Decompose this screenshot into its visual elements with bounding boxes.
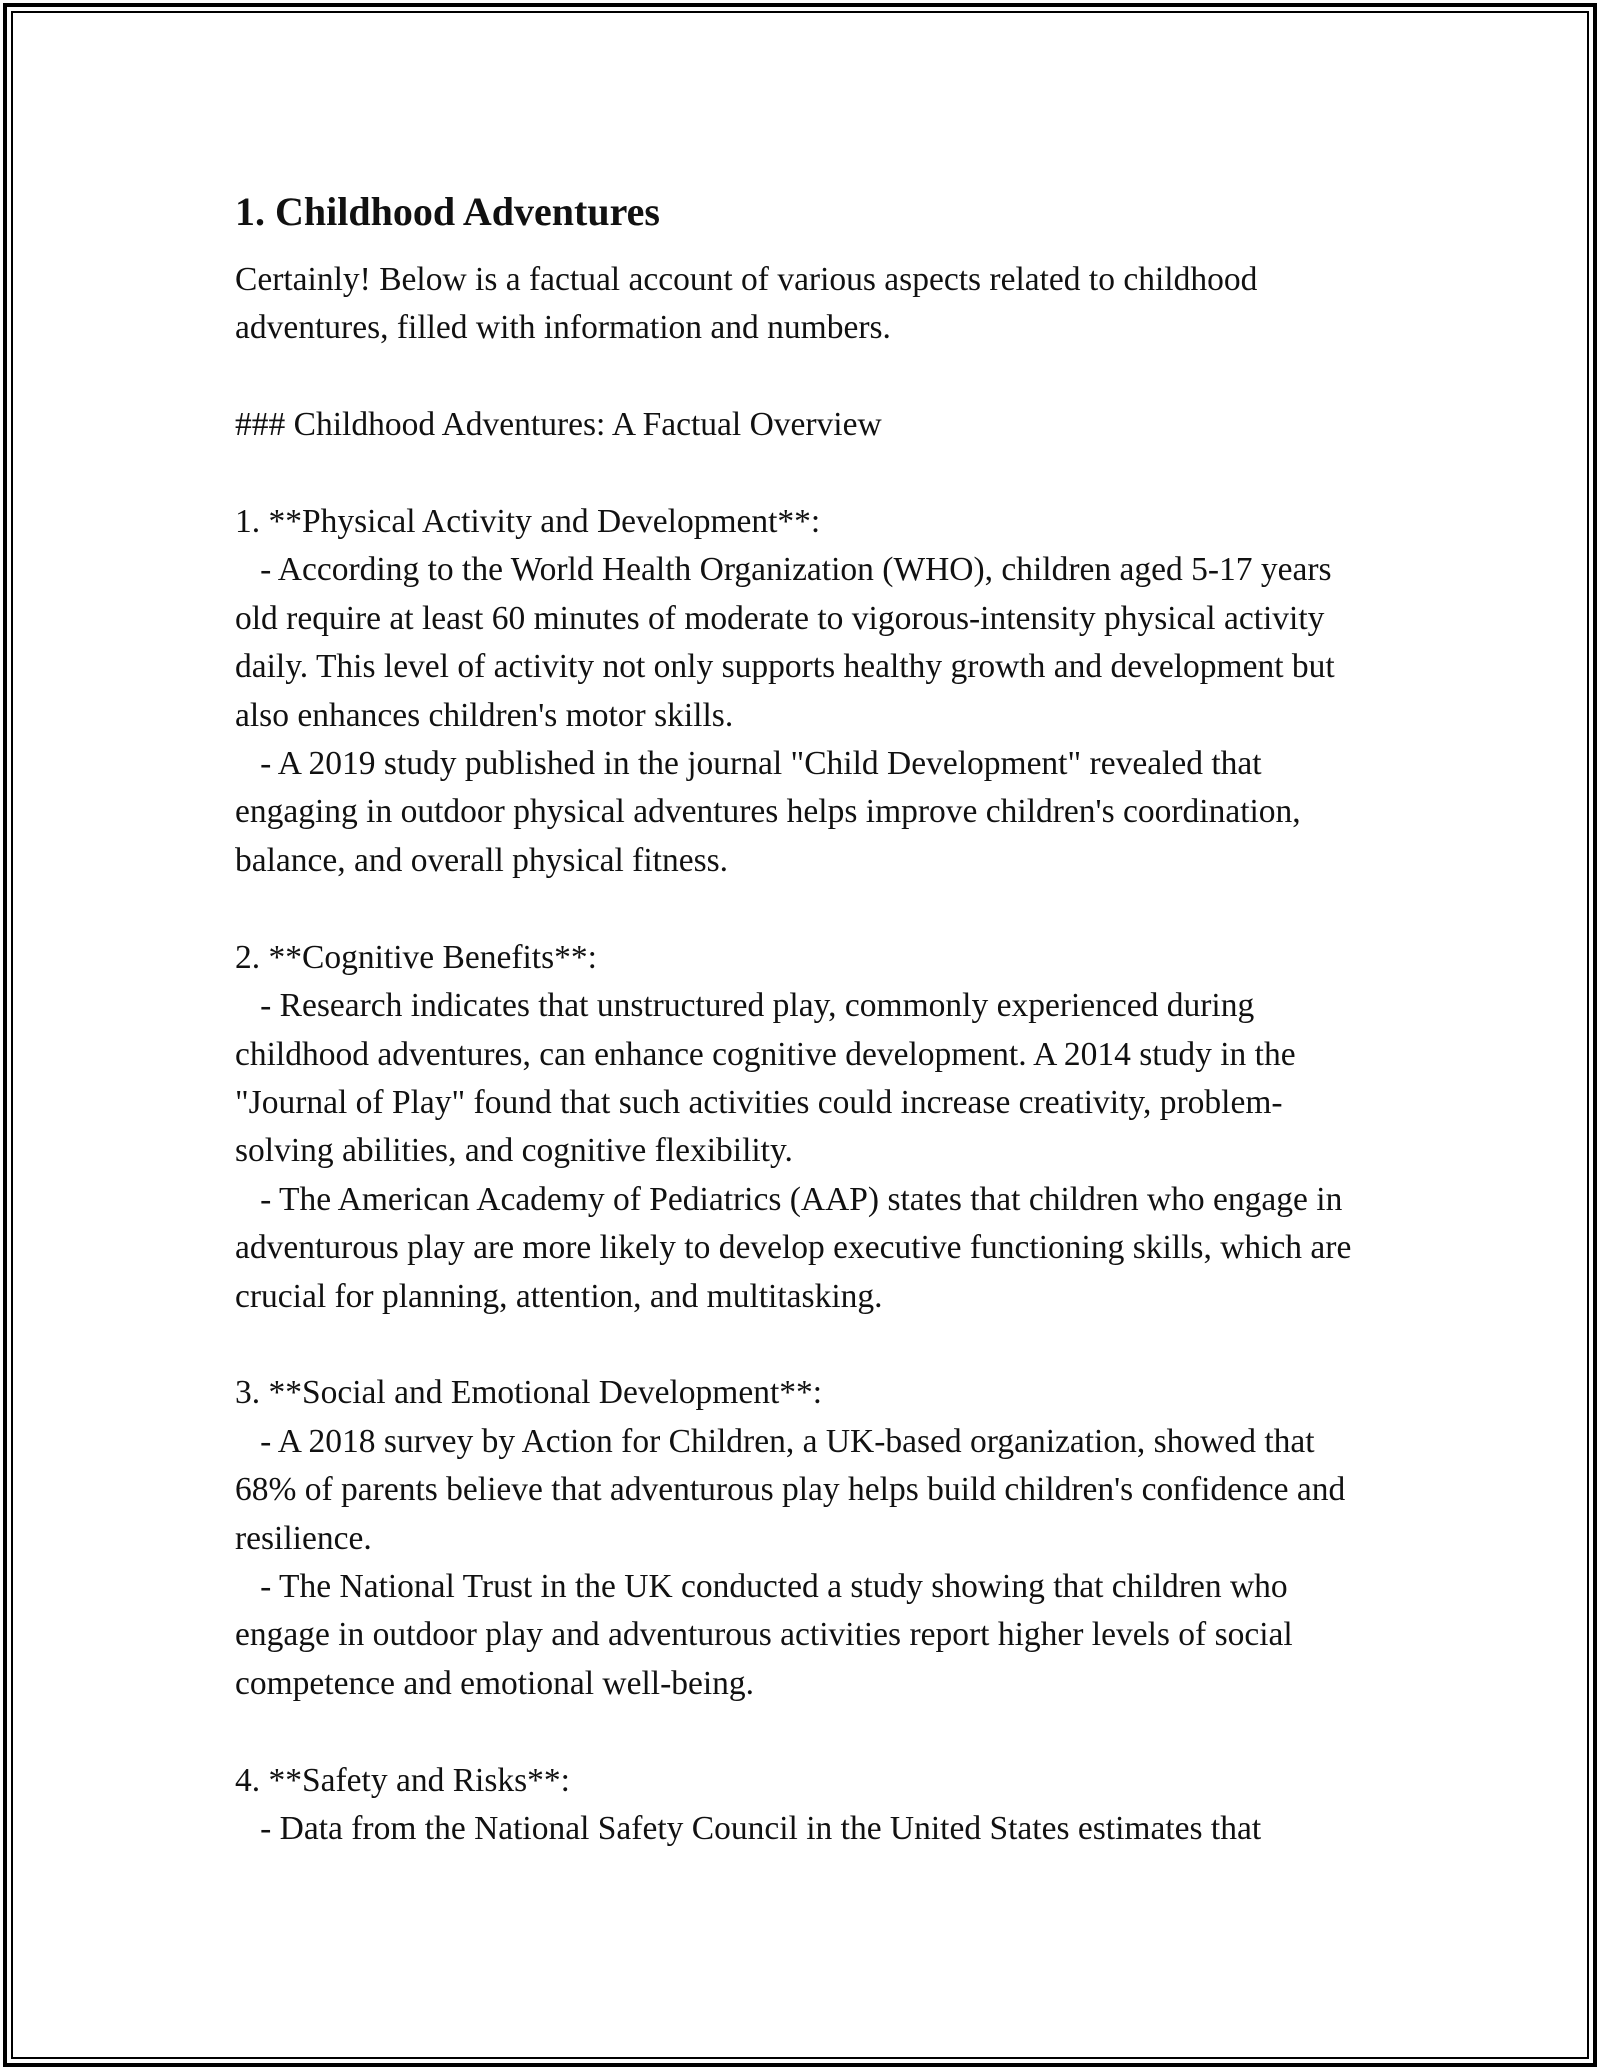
document-heading: 1. Childhood Adventures [235,189,660,234]
document-content [235,182,1375,1853]
document-body: Certainly! Below is a factual account of various aspects related to childhood adventures, filled with information and numbers. ### Childhood Adventures: A Factual Overview 1. **Physical Activity and Development**: - According to the World Health Organization (WHO), children aged 5-17 years old require at least 60 minutes of moderate to vigorous-intensity physical activity daily. This level of activity not only supports healthy growth and development but also enhances children's motor skills. - A 2019 study published in the journal "Child Development" revealed that engaging in outdoor physical adventures helps improve children's coordination, balance, and overall physical fitness. 2. **Cognitive Benefits**: - Research indicates that unstructured play, commonly experienced during childhood adventures, can enhance cognitive development. A 2014 study in the "Journal of Play" found that such activities could increase creativity, problem-solving abilities, and cognitive flexibility. - The American Academy of Pediatrics (AAP) states that children who engage in adventurous play are more likely to develop executive functioning skills, which are crucial for planning, attention, and multitasking. 3. **Social and Emotional Development**: - A 2018 survey by Action for Children, a UK-based organization, showed that 68% of parents believe that adventurous play helps build children's confidence and resilience. - The National Trust in the UK conducted a study showing that children who engage in outdoor play and adventurous activities report higher levels of social competence and emotional well-being. 4. **Safety and Risks**: - Data from the National Safety Council in the United States estimates that [235,261,1352,1847]
